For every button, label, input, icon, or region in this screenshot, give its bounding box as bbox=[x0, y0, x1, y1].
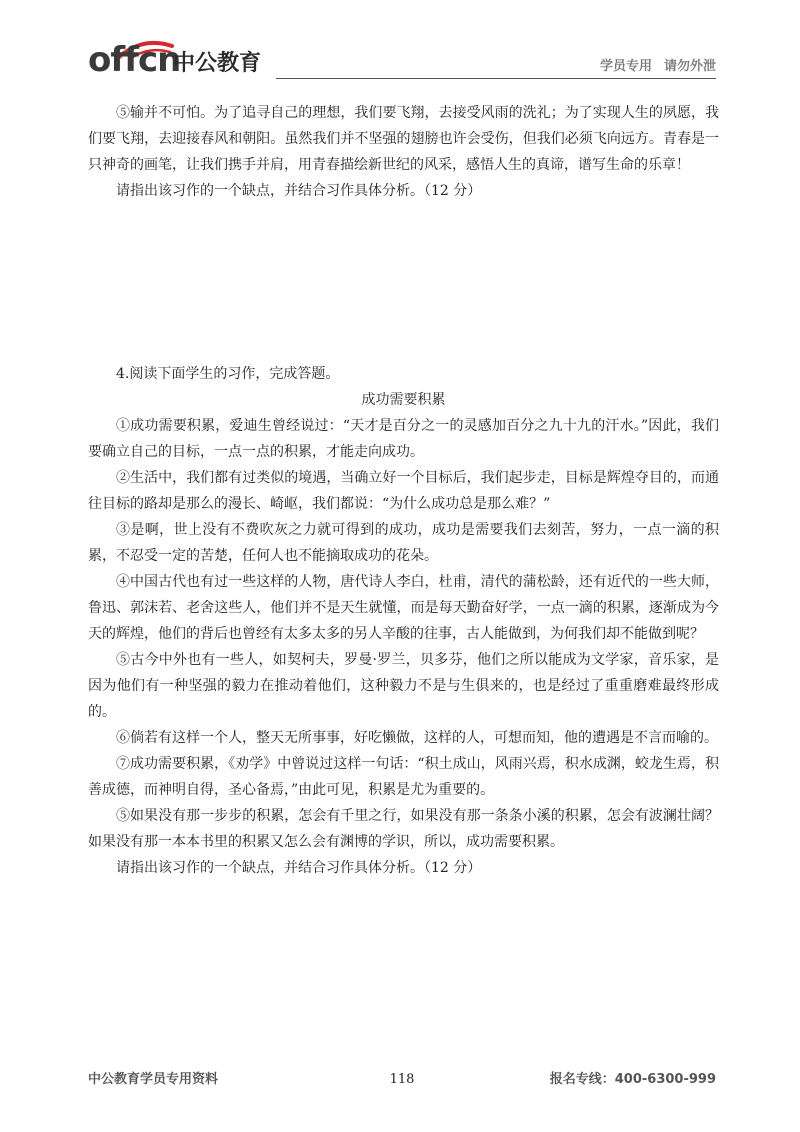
footer-hotline: 报名专线：400-6300-999 bbox=[549, 1072, 716, 1087]
essay-paragraph: ⑤古今中外也有一些人，如契柯夫，罗曼·罗兰，贝多芬，他们之所以能成为文学家，音乐家，是因为他们有一种坚强的毅力在推动着他们，这种毅力不是与生俱来的，也是经过了重重磨难最终形成的。 bbox=[88, 652, 719, 720]
essay-paragraph: ①成功需要积累，爱迪生曾经说过：“天才是百分之一的灵感加百分之九十九的汗水。”因此，我们要确立自己的目标，一点一点的积累，才能走向成功。 bbox=[88, 418, 719, 460]
footer-material-label: 中公教育学员专用资料 bbox=[88, 1072, 219, 1087]
question-prompt: 请指出该习作的一个缺点，并结合习作具体分析。（12 分） bbox=[116, 183, 482, 199]
logo-chinese-text: 中公教育 bbox=[173, 51, 262, 76]
essay-paragraph: ④中国古代也有过一些这样的人物，唐代诗人李白，杜甫，清代的蒲松龄，还有近代的一些大师，鲁迅、郭沫若、老舍这些人，他们并不是天生就懂，而是每天勤奋好学，一点一滴的积累，逐渐成为今天的辉煌，他们的背后也曾经有太多太多的另人辛酸的往事，古人能做到，为何我们却不能做到呢？ bbox=[88, 574, 719, 642]
offcn-logo bbox=[88, 38, 278, 82]
essay-paragraph: ⑤如果没有那一步步的积累，怎会有千里之行，如果没有那一条条小溪的积累，怎会有波澜壮阔？如果没有那一本本书里的积累又怎么会有渊博的学识，所以，成功需要积累。 bbox=[88, 808, 719, 850]
question-instruction: 4.阅读下面学生的习作，完成答题。 bbox=[116, 366, 340, 382]
essay-paragraph: ⑤输并不可怕。为了追寻自己的理想，我们要飞翔，去接受风雨的洗礼；为了实现人生的夙愿，我们要飞翔，去迎接春风和朝阳。虽然我们并不坚强的翅膀也许会受伤，但我们必须飞向远方。青春是一只神奇的画笔，让我们携手并肩，用青春描绘新世纪的风采，感悟人生的真谛，谱写生命的乐章！ bbox=[88, 105, 719, 173]
tagline-no-distribution: 请勿外泄 bbox=[663, 59, 716, 74]
page-footer bbox=[88, 1071, 716, 1089]
tagline-students-only: 学员专用 bbox=[599, 59, 652, 74]
essay-paragraph: ②生活中，我们都有过类似的境遇，当确立好一个目标后，我们起步走，目标是辉煌夺目的，而通往目标的路却是那么的漫长、崎岖，我们都说：“为什么成功总是那么难？” bbox=[88, 470, 719, 512]
page-number: 118 bbox=[389, 1072, 415, 1087]
header-rule bbox=[276, 78, 716, 79]
essay-paragraph: ⑥倘若有这样一个人，整天无所事事，好吃懒做，这样的人，可想而知，他的遭遇是不言而喻的。 bbox=[116, 730, 718, 746]
question-4-section bbox=[88, 361, 719, 881]
essay-title: 成功需要积累 bbox=[361, 392, 446, 408]
question-prompt: 请指出该习作的一个缺点，并结合习作具体分析。（12 分） bbox=[116, 860, 482, 876]
previous-question-section bbox=[88, 100, 719, 204]
header-tagline bbox=[600, 58, 716, 76]
essay-paragraph: ③是啊，世上没有不费吹灰之力就可得到的成功，成功是需要我们去刻苦，努力，一点一滴的积累，不忍受一定的苦楚，任何人也不能摘取成功的花朵。 bbox=[88, 522, 719, 564]
essay-paragraph: ⑦成功需要积累，《劝学》中曾说过这样一句话：“积土成山，风雨兴焉，积水成渊，蛟龙生焉，积善成德，而神明自得，圣心备焉，”由此可见，积累是尤为重要的。 bbox=[88, 756, 719, 798]
logo-latin-text: offcn bbox=[88, 40, 181, 80]
